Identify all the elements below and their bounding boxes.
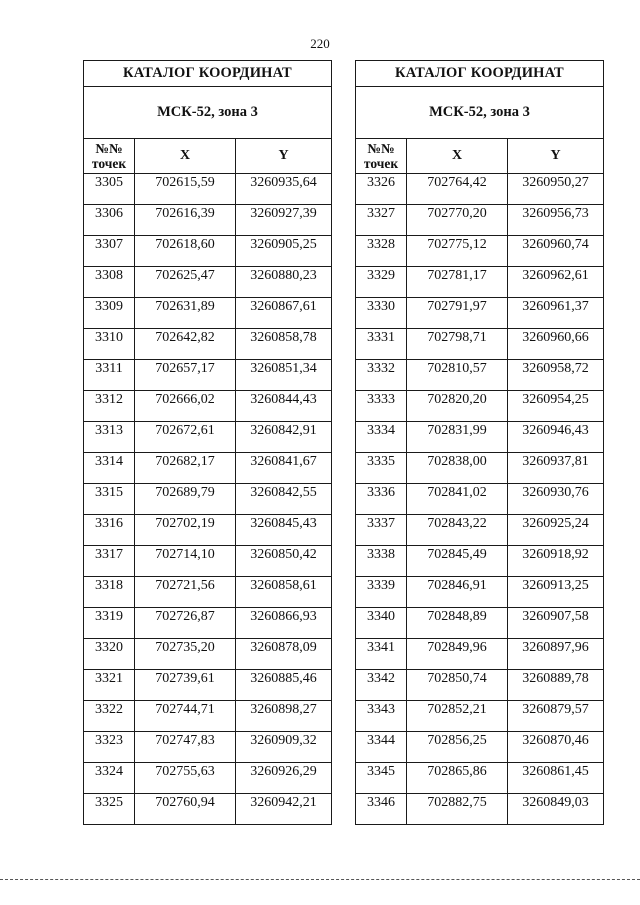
point-number-cell: 3346: [356, 794, 407, 825]
y-coordinate-cell: 3260961,37: [508, 298, 604, 329]
y-coordinate-cell: 3260870,46: [508, 732, 604, 763]
point-number-cell: 3308: [84, 267, 135, 298]
point-number-cell: 3340: [356, 608, 407, 639]
footer-divider: [0, 879, 640, 880]
header-x: X: [135, 139, 236, 174]
header-point-number: [84, 139, 135, 174]
point-number-cell: 3322: [84, 701, 135, 732]
point-number-cell: 3319: [84, 608, 135, 639]
table-row: [356, 329, 604, 360]
y-coordinate-cell: 3260958,72: [508, 360, 604, 391]
y-coordinate-cell: 3260913,25: [508, 577, 604, 608]
point-number-cell: 3326: [356, 174, 407, 205]
x-coordinate-cell: 702616,39: [135, 205, 236, 236]
y-coordinate-cell: 3260927,39: [236, 205, 332, 236]
header-point-number-line1: №№: [367, 141, 395, 156]
table-row: [84, 639, 332, 670]
table-row: [84, 794, 332, 825]
y-coordinate-cell: 3260842,55: [236, 484, 332, 515]
table-row: [356, 267, 604, 298]
y-coordinate-cell: 3260925,24: [508, 515, 604, 546]
point-number-cell: 3314: [84, 453, 135, 484]
point-number-cell: 3338: [356, 546, 407, 577]
x-coordinate-cell: 702672,61: [135, 422, 236, 453]
x-coordinate-cell: 702726,87: [135, 608, 236, 639]
point-number-cell: 3317: [84, 546, 135, 577]
point-number-cell: 3321: [84, 670, 135, 701]
y-coordinate-cell: 3260960,66: [508, 329, 604, 360]
x-coordinate-cell: 702631,89: [135, 298, 236, 329]
x-coordinate-cell: 702714,10: [135, 546, 236, 577]
header-x: X: [407, 139, 508, 174]
header-y: Y: [508, 139, 604, 174]
catalog-subtitle: МСК-52, зона 3: [356, 87, 604, 139]
x-coordinate-cell: 702831,99: [407, 422, 508, 453]
table-row: [356, 298, 604, 329]
point-number-cell: 3345: [356, 763, 407, 794]
x-coordinate-cell: 702810,57: [407, 360, 508, 391]
y-coordinate-cell: 3260905,25: [236, 236, 332, 267]
point-number-cell: 3327: [356, 205, 407, 236]
table-row: [84, 360, 332, 391]
x-coordinate-cell: 702865,86: [407, 763, 508, 794]
point-number-cell: 3342: [356, 670, 407, 701]
point-number-cell: 3310: [84, 329, 135, 360]
point-number-cell: 3334: [356, 422, 407, 453]
point-number-cell: 3305: [84, 174, 135, 205]
table-row: [84, 422, 332, 453]
x-coordinate-cell: 702689,79: [135, 484, 236, 515]
table-row: [84, 577, 332, 608]
y-coordinate-cell: 3260861,45: [508, 763, 604, 794]
x-coordinate-cell: 702838,00: [407, 453, 508, 484]
y-coordinate-cell: 3260930,76: [508, 484, 604, 515]
y-coordinate-cell: 3260842,91: [236, 422, 332, 453]
point-number-cell: 3309: [84, 298, 135, 329]
table-row: [84, 267, 332, 298]
table-row: [84, 236, 332, 267]
y-coordinate-cell: 3260960,74: [508, 236, 604, 267]
y-coordinate-cell: 3260845,43: [236, 515, 332, 546]
catalog-title: КАТАЛОГ КООРДИНАТ: [356, 61, 604, 87]
y-coordinate-cell: 3260907,58: [508, 608, 604, 639]
coordinate-catalog-left: [83, 60, 332, 825]
table-row: [356, 391, 604, 422]
point-number-cell: 3306: [84, 205, 135, 236]
x-coordinate-cell: 702820,20: [407, 391, 508, 422]
coordinate-catalog-right: [355, 60, 604, 825]
y-coordinate-cell: 3260858,78: [236, 329, 332, 360]
header-point-number-line2: точек: [363, 156, 399, 171]
table-row: [84, 732, 332, 763]
y-coordinate-cell: 3260867,61: [236, 298, 332, 329]
table-row: [356, 794, 604, 825]
y-coordinate-cell: 3260918,92: [508, 546, 604, 577]
x-coordinate-cell: 702721,56: [135, 577, 236, 608]
table-row: [84, 701, 332, 732]
table-row: [356, 608, 604, 639]
y-coordinate-cell: 3260878,09: [236, 639, 332, 670]
x-coordinate-cell: 702642,82: [135, 329, 236, 360]
point-number-cell: 3311: [84, 360, 135, 391]
x-coordinate-cell: 702770,20: [407, 205, 508, 236]
y-coordinate-cell: 3260909,32: [236, 732, 332, 763]
x-coordinate-cell: 702760,94: [135, 794, 236, 825]
x-coordinate-cell: 702615,59: [135, 174, 236, 205]
header-point-number: [356, 139, 407, 174]
y-coordinate-cell: 3260937,81: [508, 453, 604, 484]
point-number-cell: 3330: [356, 298, 407, 329]
x-coordinate-cell: 702856,25: [407, 732, 508, 763]
y-coordinate-cell: 3260946,43: [508, 422, 604, 453]
x-coordinate-cell: 702848,89: [407, 608, 508, 639]
y-coordinate-cell: 3260858,61: [236, 577, 332, 608]
x-coordinate-cell: 702849,96: [407, 639, 508, 670]
x-coordinate-cell: 702845,49: [407, 546, 508, 577]
x-coordinate-cell: 702747,83: [135, 732, 236, 763]
table-row: [84, 453, 332, 484]
y-coordinate-cell: 3260956,73: [508, 205, 604, 236]
table-row: [356, 515, 604, 546]
y-coordinate-cell: 3260885,46: [236, 670, 332, 701]
y-coordinate-cell: 3260889,78: [508, 670, 604, 701]
point-number-cell: 3318: [84, 577, 135, 608]
table-row: [356, 205, 604, 236]
point-number-cell: 3325: [84, 794, 135, 825]
x-coordinate-cell: 702841,02: [407, 484, 508, 515]
y-coordinate-cell: 3260850,42: [236, 546, 332, 577]
point-number-cell: 3312: [84, 391, 135, 422]
table-row: [356, 484, 604, 515]
table-row: [356, 670, 604, 701]
table-row: [356, 236, 604, 267]
x-coordinate-cell: 702882,75: [407, 794, 508, 825]
y-coordinate-cell: 3260935,64: [236, 174, 332, 205]
table-row: [84, 608, 332, 639]
table-row: [356, 732, 604, 763]
table-row: [356, 174, 604, 205]
point-number-cell: 3331: [356, 329, 407, 360]
y-coordinate-cell: 3260954,25: [508, 391, 604, 422]
table-row: [84, 546, 332, 577]
point-number-cell: 3315: [84, 484, 135, 515]
table-row: [356, 360, 604, 391]
table-row: [84, 205, 332, 236]
point-number-cell: 3339: [356, 577, 407, 608]
table-row: [84, 174, 332, 205]
x-coordinate-cell: 702744,71: [135, 701, 236, 732]
x-coordinate-cell: 702702,19: [135, 515, 236, 546]
table-row: [84, 763, 332, 794]
point-number-cell: 3344: [356, 732, 407, 763]
table-row: [356, 639, 604, 670]
x-coordinate-cell: 702798,71: [407, 329, 508, 360]
catalog-subtitle: МСК-52, зона 3: [84, 87, 332, 139]
point-number-cell: 3316: [84, 515, 135, 546]
x-coordinate-cell: 702846,91: [407, 577, 508, 608]
y-coordinate-cell: 3260962,61: [508, 267, 604, 298]
header-y: Y: [236, 139, 332, 174]
table-row: [84, 391, 332, 422]
y-coordinate-cell: 3260849,03: [508, 794, 604, 825]
x-coordinate-cell: 702755,63: [135, 763, 236, 794]
table-row: [356, 701, 604, 732]
point-number-cell: 3332: [356, 360, 407, 391]
y-coordinate-cell: 3260950,27: [508, 174, 604, 205]
table-row: [356, 546, 604, 577]
point-number-cell: 3329: [356, 267, 407, 298]
table-row: [84, 329, 332, 360]
page-number: 220: [310, 36, 330, 51]
table-row: [356, 763, 604, 794]
header-point-number-line2: точек: [91, 156, 127, 171]
point-number-cell: 3328: [356, 236, 407, 267]
table-row: [356, 453, 604, 484]
table-row: [84, 670, 332, 701]
y-coordinate-cell: 3260898,27: [236, 701, 332, 732]
y-coordinate-cell: 3260880,23: [236, 267, 332, 298]
y-coordinate-cell: 3260866,93: [236, 608, 332, 639]
point-number-cell: 3343: [356, 701, 407, 732]
x-coordinate-cell: 702791,97: [407, 298, 508, 329]
point-number-cell: 3324: [84, 763, 135, 794]
point-number-cell: 3341: [356, 639, 407, 670]
point-number-cell: 3336: [356, 484, 407, 515]
table-row: [84, 298, 332, 329]
x-coordinate-cell: 702739,61: [135, 670, 236, 701]
y-coordinate-cell: 3260841,67: [236, 453, 332, 484]
point-number-cell: 3333: [356, 391, 407, 422]
header-point-number-line1: №№: [95, 141, 123, 156]
x-coordinate-cell: 702618,60: [135, 236, 236, 267]
table-row: [84, 515, 332, 546]
table-row: [356, 422, 604, 453]
point-number-cell: 3320: [84, 639, 135, 670]
x-coordinate-cell: 702850,74: [407, 670, 508, 701]
x-coordinate-cell: 702852,21: [407, 701, 508, 732]
catalog-title: КАТАЛОГ КООРДИНАТ: [84, 61, 332, 87]
point-number-cell: 3313: [84, 422, 135, 453]
point-number-cell: 3323: [84, 732, 135, 763]
x-coordinate-cell: 702666,02: [135, 391, 236, 422]
point-number-cell: 3307: [84, 236, 135, 267]
x-coordinate-cell: 702775,12: [407, 236, 508, 267]
y-coordinate-cell: 3260942,21: [236, 794, 332, 825]
table-row: [84, 484, 332, 515]
y-coordinate-cell: 3260844,43: [236, 391, 332, 422]
x-coordinate-cell: 702764,42: [407, 174, 508, 205]
x-coordinate-cell: 702682,17: [135, 453, 236, 484]
y-coordinate-cell: 3260851,34: [236, 360, 332, 391]
y-coordinate-cell: 3260926,29: [236, 763, 332, 794]
y-coordinate-cell: 3260897,96: [508, 639, 604, 670]
x-coordinate-cell: 702735,20: [135, 639, 236, 670]
x-coordinate-cell: 702625,47: [135, 267, 236, 298]
y-coordinate-cell: 3260879,57: [508, 701, 604, 732]
x-coordinate-cell: 702843,22: [407, 515, 508, 546]
table-row: [356, 577, 604, 608]
point-number-cell: 3337: [356, 515, 407, 546]
x-coordinate-cell: 702781,17: [407, 267, 508, 298]
x-coordinate-cell: 702657,17: [135, 360, 236, 391]
point-number-cell: 3335: [356, 453, 407, 484]
